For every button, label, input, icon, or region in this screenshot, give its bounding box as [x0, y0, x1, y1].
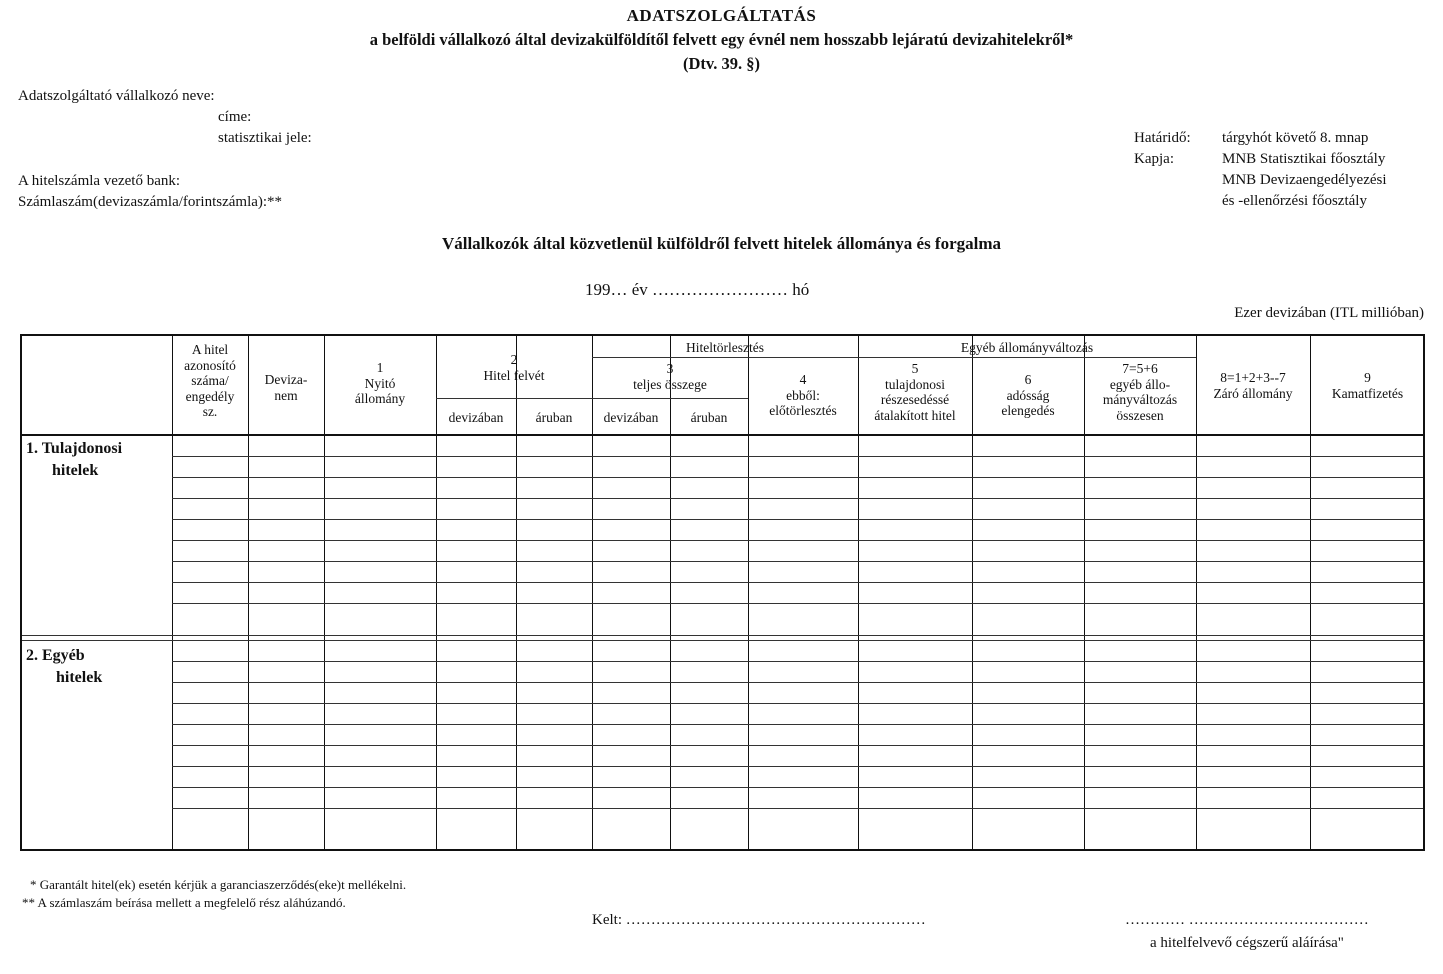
bank-label: A hitelszámla vezető bank: [18, 173, 181, 189]
col-repay-total-header: 3 teljes összege [633, 361, 707, 392]
footnote-account: ** A számlaszám beírása mellett a megfelelő rész aláhúzandó. [22, 895, 346, 910]
section-divider [22, 635, 1423, 636]
provider-stat-label: statisztikai jele: [218, 130, 312, 146]
row-line [172, 561, 1423, 562]
row-line [172, 703, 1423, 704]
row-line [172, 808, 1423, 809]
report-period: 199… év …………………… hó [585, 280, 810, 299]
col-interest-header: 9 Kamatfizetés [1331, 370, 1404, 401]
col-forgiveness-header: 6 adósság elengedés [1001, 372, 1055, 418]
col-repay-currency: devizában [603, 410, 659, 425]
subheader-divider [436, 398, 748, 399]
group-divider [592, 357, 1196, 358]
account-number-label: Számlaszám(devizaszámla/forintszámla):** [18, 194, 283, 210]
section-other-loans: 2. Egyéb hitelek [26, 647, 103, 686]
row-line [172, 745, 1423, 746]
row-line [172, 519, 1423, 520]
row-line [172, 766, 1423, 767]
row-line [172, 787, 1423, 788]
col-currency-header: Deviza- nem [264, 372, 308, 403]
col-divider [324, 336, 325, 849]
signature-caption: a hitelfelvevő cégszerű aláírása" [1150, 935, 1344, 951]
recipient-line-2: MNB Devizaengedélyezési [1222, 172, 1387, 188]
row-line [172, 603, 1423, 604]
report-table [20, 334, 1425, 851]
col-divider [1310, 336, 1311, 849]
recipient-line-1: MNB Statisztikai főosztály [1222, 151, 1386, 167]
row-line [172, 682, 1423, 683]
report-unit: Ezer devizában (ITL millióban) [1234, 305, 1424, 321]
report-subtitle: Vállalkozók által közvetlenül külföldről felvett hitelek állománya és forgalma [441, 234, 1002, 253]
col-equity-header: 5 tulajdonosi részesedéssé átalakított hitel [874, 361, 956, 423]
col-opening-header: 1 Nyitó állomány [354, 360, 406, 406]
footnote-guarantee: * Garantált hitel(ek) esetén kérjük a garanciaszerződés(eke)t mellékelni. [30, 877, 407, 892]
form-title: ADATSZOLGÁLTATÁS [626, 6, 817, 25]
col-loan-id-header: A hitel azonosító száma/ engedély sz. [184, 342, 236, 419]
row-line [172, 477, 1423, 478]
group-repayment-header: Hiteltörlesztés [686, 340, 764, 355]
recipient-line-3: és -ellenőrzési főosztály [1222, 193, 1367, 209]
row-line [172, 724, 1423, 725]
recipient-label: Kapja: [1134, 151, 1174, 167]
col-drawdown-goods: áruban [535, 410, 573, 425]
row-line [172, 498, 1423, 499]
col-drawdown-header: 2 Hitel felvét [483, 352, 545, 383]
signature-dots: ………… ……………………………… [1125, 912, 1369, 928]
col-other-total-header: 7=5+6 egyéb állo- mányváltozás összesen [1102, 361, 1178, 423]
col-drawdown-currency: devizában [448, 410, 504, 425]
row-line [172, 661, 1423, 662]
group-other-change-header: Egyéb állományváltozás [960, 340, 1094, 355]
form-subtitle: a belföldi vállalkozó által devizakülföldítől felvett egy évnél nem hosszabb lejáratú devizahitelekről* [369, 30, 1074, 49]
row-line [172, 582, 1423, 583]
col-divider [1196, 336, 1197, 849]
deadline-value: tárgyhót követő 8. mnap [1222, 130, 1369, 146]
provider-address-label: címe: [218, 109, 252, 125]
section-owner-loans: 1. Tulajdonosi hitelek [26, 440, 123, 479]
row-line [172, 540, 1423, 541]
row-line [172, 456, 1423, 457]
section-divider [22, 640, 1423, 641]
col-prepayment-header: 4 ebből: előtörlesztés [769, 372, 837, 418]
provider-name-label: Adatszolgáltató vállalkozó neve: [18, 88, 215, 104]
col-repay-goods: áruban [690, 410, 728, 425]
header-bottom-line [22, 434, 1423, 436]
kelt-date-line: Kelt: …………………………………………………… [592, 912, 926, 928]
col-divider [248, 336, 249, 849]
law-reference: (Dtv. 39. §) [683, 54, 760, 73]
col-closing-header: 8=1+2+3-‑7 Záró állomány [1213, 370, 1293, 401]
deadline-label: Határidő: [1134, 130, 1191, 146]
